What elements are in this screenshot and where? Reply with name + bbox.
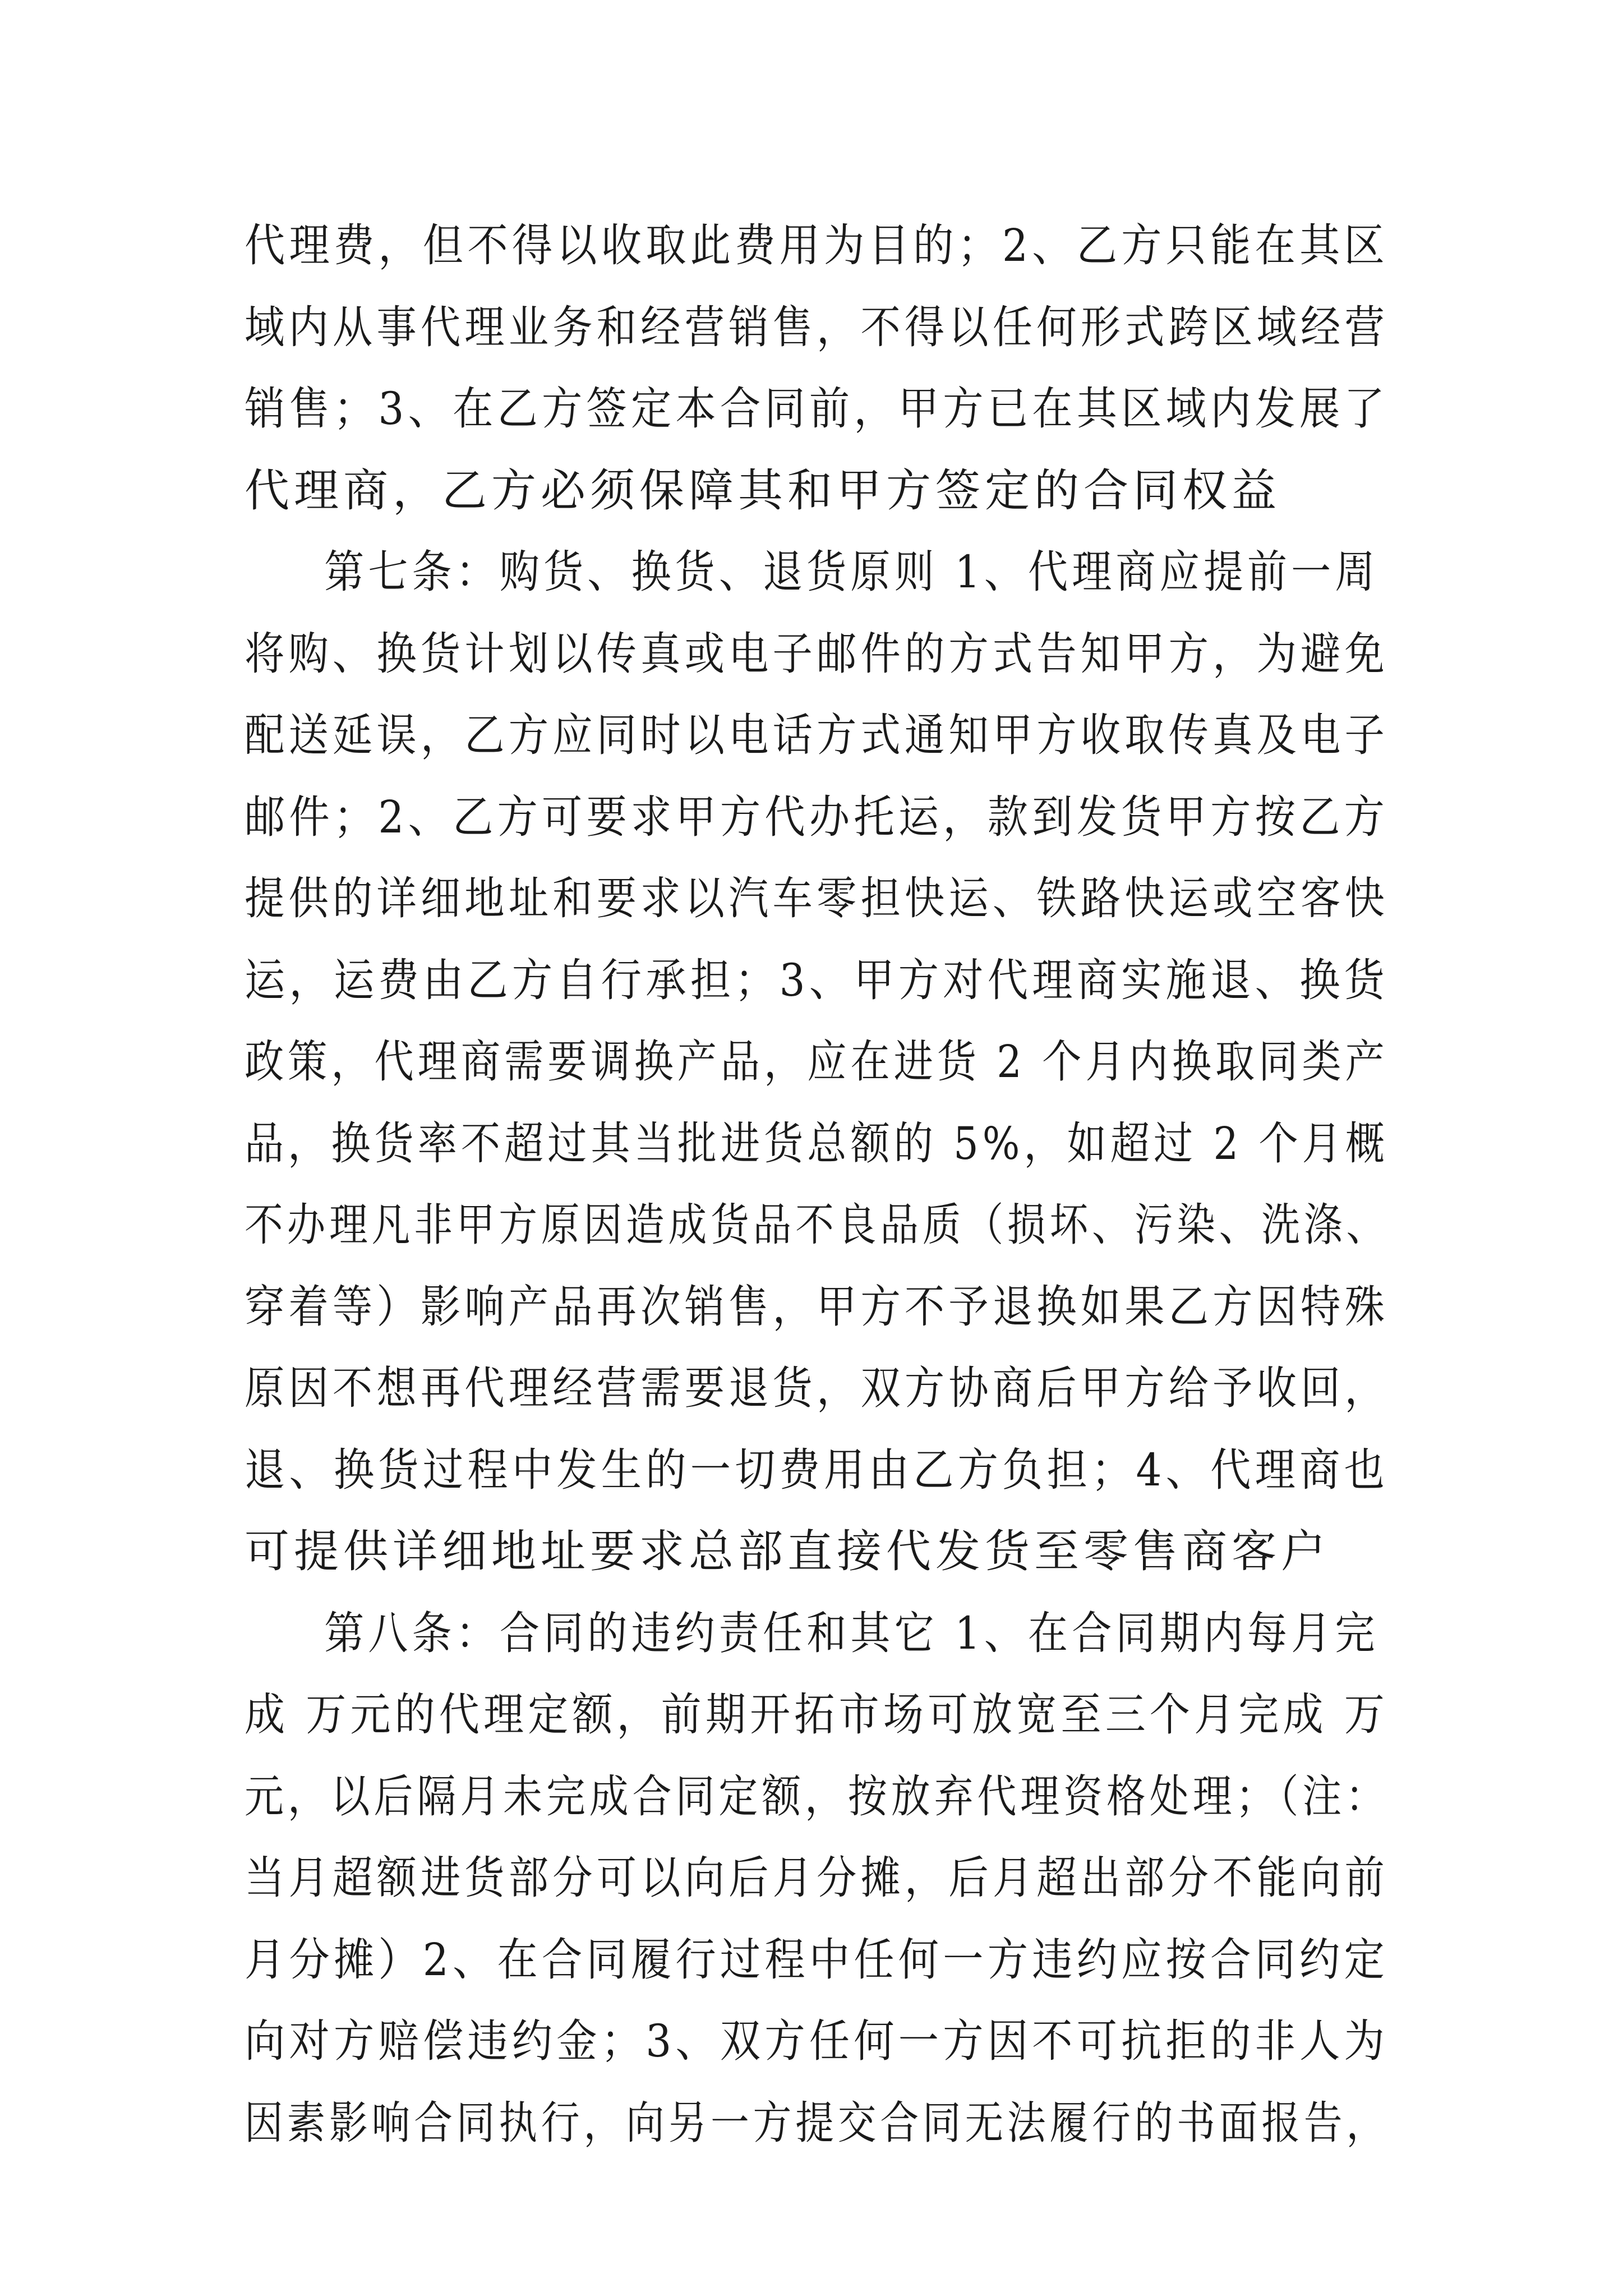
text-line: 月分摊）2、在合同履行过程中任何一方违约应按合同约定 xyxy=(245,1933,1389,1986)
text-line: 提供的详细地址和要求以汽车零担快运、铁路快运或空客快 xyxy=(245,872,1389,924)
text-line: 不办理凡非甲方原因造成货品不良品质（损坏、污染、洗涤、 xyxy=(245,1199,1389,1251)
text-line: 元，以后隔月未完成合同定额，按放弃代理资格处理；（注： xyxy=(245,1770,1389,1823)
text-line: 原因不想再代理经营需要退货，双方协商后甲方给予收回， xyxy=(245,1362,1389,1414)
text-line: 邮件；2、乙方可要求甲方代办托运，款到发货甲方按乙方 xyxy=(245,790,1389,843)
text-line: 域内从事代理业务和经营销售，不得以任何形式跨区域经营 xyxy=(245,301,1389,353)
text-line: 成 万元的代理定额，前期开拓市场可放宽至三个月完成 万 xyxy=(245,1688,1389,1741)
text-line: 配送延误，乙方应同时以电话方式通知甲方收取传真及电子 xyxy=(245,709,1389,761)
text-line: 将购、换货计划以传真或电子邮件的方式告知甲方，为避免 xyxy=(245,627,1389,680)
text-line: 可提供详细地址要求总部直接代发货至零售商客户 xyxy=(245,1525,1330,1577)
text-line: 因素影响合同执行，向另一方提交合同无法履行的书面报告， xyxy=(245,2096,1389,2149)
text-line: 代理费，但不得以收取此费用为目的；2、乙方只能在其区 xyxy=(245,219,1389,272)
text-line: 当月超额进货部分可以向后月分摊，后月超出部分不能向前 xyxy=(245,1852,1389,1904)
text-line: 代理商，乙方必须保障其和甲方签定的合同权益 xyxy=(245,464,1281,517)
text-line: 穿着等）影响产品再次销售，甲方不予退换如果乙方因特殊 xyxy=(245,1280,1389,1333)
text-line: 运，运费由乙方自行承担；3、甲方对代理商实施退、换货 xyxy=(245,954,1389,1006)
text-line: 销售；3、在乙方签定本合同前，甲方已在其区域内发展了 xyxy=(245,383,1389,435)
text-line: 第七条：购货、换货、退货原则 1、代理商应提前一周 xyxy=(324,546,1379,598)
document-body xyxy=(245,205,1389,2164)
text-line: 第八条：合同的违约责任和其它 1、在合同期内每月完 xyxy=(324,1607,1379,1659)
text-line: 品，换货率不超过其当批进货总额的 5%，如超过 2 个月概 xyxy=(245,1117,1389,1170)
text-line: 政策，代理商需要调换产品，应在进货 2 个月内换取同类产 xyxy=(245,1036,1389,1088)
text-line: 退、换货过程中发生的一切费用由乙方负担；4、代理商也 xyxy=(245,1443,1389,1496)
text-line: 向对方赔偿违约金；3、双方任何一方因不可抗拒的非人为 xyxy=(245,2015,1389,2067)
